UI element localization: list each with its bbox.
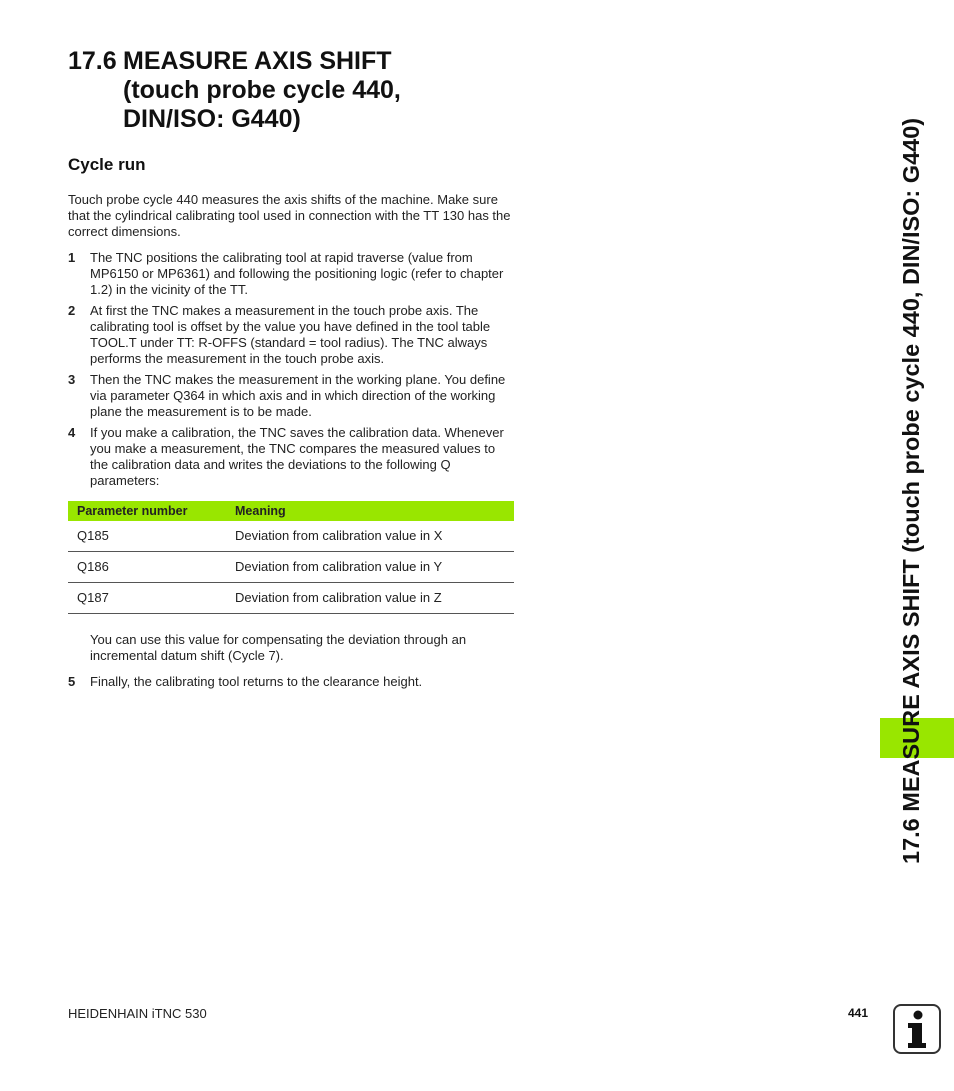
steps-list-continued [68,674,516,690]
section-number: 17.6 [68,47,117,75]
step-text: If you make a calibration, the TNC saves the calibration data. Whenever you make a measurement, the TNC compares the measured values to the calibration data and writes the deviations to the following Q parameters: [90,425,504,488]
parameter-cell: Q187 [68,583,225,614]
step-item [68,250,516,298]
info-icon [893,1004,941,1054]
step-number: 2 [68,303,76,318]
info-glyph [895,1006,939,1052]
step-text: At first the TNC makes a measurement in the touch probe axis. The calibrating tool is offset by the value you have defined in the tool table TOOL.T under TT: R-OFFS (standard = tool radius). The TNC always performs the measurement in the touch probe axis. [90,303,491,366]
step-item [68,303,516,367]
subheading-cycle-run: Cycle run [68,155,146,174]
header-parameter-number: Parameter number [68,501,225,521]
steps-list [68,250,516,489]
table-row [68,583,514,614]
step-item [68,372,516,420]
parameter-cell: Q186 [68,552,225,583]
note-paragraph: You can use this value for compensating the deviation through an incremental datum shift (Cycle 7). [90,632,467,663]
parameter-cell: Q185 [68,521,225,552]
parameter-table [68,501,514,614]
step-number: 3 [68,372,76,387]
title-line-2: (touch probe cycle 440, [123,76,401,104]
table-row [68,521,514,552]
step-number: 4 [68,425,76,440]
meaning-cell: Deviation from calibration value in Y [225,552,514,583]
page-number: 441 [848,1006,869,1020]
step-number: 1 [68,250,76,265]
table-row [68,552,514,583]
step-text: Then the TNC makes the measurement in the working plane. You define via parameter Q364 in which axis and in which direction of the working plane the measurement is to be made. [90,372,506,419]
title-line-1: MEASURE AXIS SHIFT [123,47,392,75]
step-item [68,674,516,690]
footer-manual-name: HEIDENHAIN iTNC 530 [68,1006,207,1021]
step-number: 5 [68,674,76,689]
body-text [68,192,516,695]
step-text: Finally, the calibrating tool returns to the clearance height. [90,674,423,689]
step-text: The TNC positions the calibrating tool at rapid traverse (value from MP6150 or MP6361) and following the positioning logic (refer to chapter 1.2) in the vicinity of the TT. [90,250,504,297]
section-title [68,47,548,134]
table-header-row [68,501,514,521]
meaning-cell: Deviation from calibration value in X [225,521,514,552]
step-item [68,425,516,489]
header-meaning: Meaning [225,501,514,521]
intro-paragraph: Touch probe cycle 440 measures the axis shifts of the machine. Make sure that the cylindrical calibrating tool used in connection with the TT 130 has the correct dimensions. [68,192,511,239]
side-running-title: 17.6 MEASURE AXIS SHIFT (touch probe cycle 440, DIN/ISO: G440) [898,117,924,864]
meaning-cell: Deviation from calibration value in Z [225,583,514,614]
title-line-3: DIN/ISO: G440) [123,105,301,133]
